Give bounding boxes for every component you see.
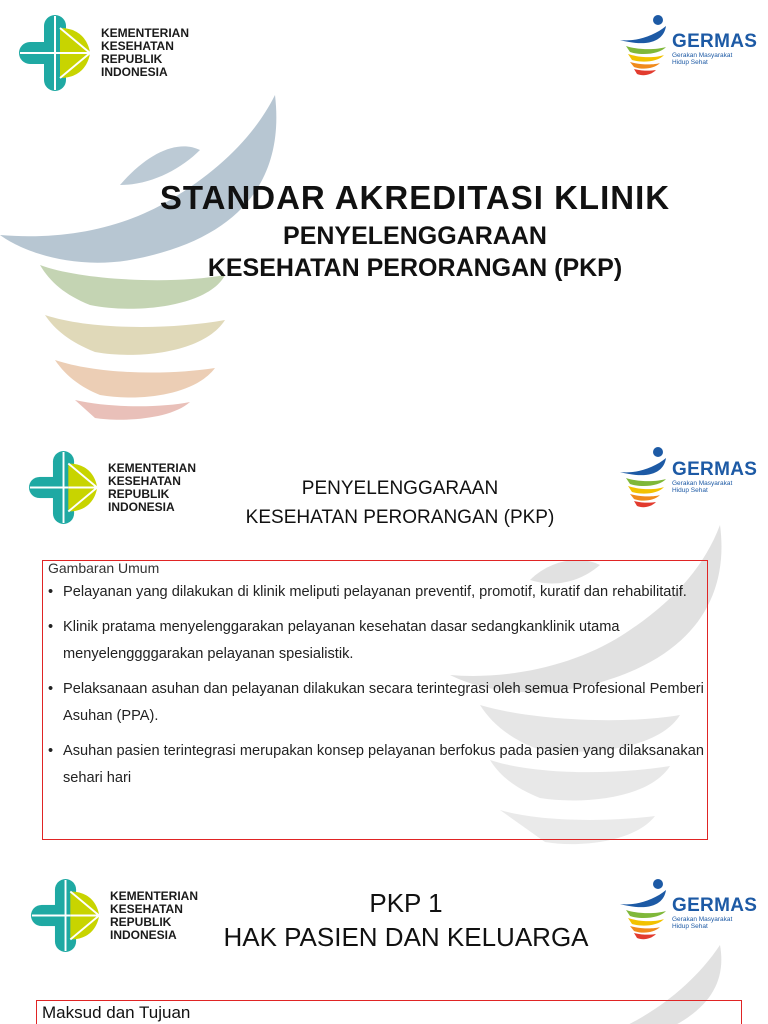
kemenkes-cross-logo-icon xyxy=(30,878,102,953)
list-item: • Pelayanan yang dilakukan di klinik meliputi pelayanan preventif, promotif, kuratif dan rehabilitatif. xyxy=(63,579,723,606)
kemenkes-cross-logo-icon xyxy=(18,14,93,92)
bullet-list xyxy=(43,579,723,800)
slide-pkp-1 xyxy=(0,860,768,1024)
slide3-title-1: PKP 1 xyxy=(369,888,443,918)
kemenkes-line-3: REPUBLIK xyxy=(101,52,163,66)
slide1-main-title: STANDAR AKREDITASI KLINIK xyxy=(159,179,671,216)
kemenkes-line-1: KEMENTERIAN xyxy=(101,26,190,40)
germas-tagline-1: Gerakan Masyarakat xyxy=(672,916,733,923)
kemenkes-line-4: INDONESIA xyxy=(110,927,177,942)
germas-logo xyxy=(618,446,757,510)
germas-tagline-2: Hidup Sehat xyxy=(672,487,708,494)
kemenkes-line-3: REPUBLIK xyxy=(108,486,170,501)
slide-gambaran-umum xyxy=(0,430,768,860)
kemenkes-line-3: REPUBLIK xyxy=(110,914,172,929)
germas-tagline-1: Gerakan Masyarakat xyxy=(672,480,733,487)
slide1-title-block xyxy=(0,176,768,284)
kemenkes-line-4: INDONESIA xyxy=(101,65,168,79)
slide3-title-block xyxy=(206,886,606,954)
germas-tagline-2: Hidup Sehat xyxy=(672,59,708,66)
germas-wordmark: GERMAS xyxy=(672,31,758,52)
kemenkes-line-2: KESEHATAN xyxy=(110,901,183,916)
gambaran-umum-box xyxy=(42,560,708,840)
germas-wordmark: GERMAS xyxy=(672,895,758,916)
kemenkes-line-2: KESEHATAN xyxy=(108,473,181,488)
kemenkes-wordmark xyxy=(108,462,196,514)
kemenkes-line-4: INDONESIA xyxy=(108,499,175,514)
germas-logo xyxy=(618,14,757,78)
slide2-title-block xyxy=(200,474,600,532)
slide-title xyxy=(0,0,768,430)
maksud-tujuan-box xyxy=(36,1000,742,1024)
list-item: • Asuhan pasien terintegrasi merupakan konsep pelayanan berfokus pada pasien yang dilaksanakan sehari hari xyxy=(63,738,723,792)
kemenkes-wordmark xyxy=(101,27,189,79)
kemenkes-line-1: KEMENTERIAN xyxy=(108,460,197,475)
slide2-title-2: KESEHATAN PERORANGAN (PKP) xyxy=(245,507,555,528)
list-item: • Pelaksanaan asuhan dan pelayanan dilakukan secara terintegrasi oleh semua Profesional Pemberi Asuhan (PPA). xyxy=(63,676,723,730)
kemenkes-wordmark xyxy=(110,890,198,942)
germas-figure-logo-icon xyxy=(618,446,670,510)
list-item: • Klinik pratama menyelenggarakan pelayanan kesehatan dasar sedangkanklinik utama menyelenggggarakan pelayanan spesialistik. xyxy=(63,614,723,668)
germas-wordmark: GERMAS xyxy=(672,459,758,480)
slide3-title-2: HAK PASIEN DAN KELUARGA xyxy=(223,922,589,952)
germas-figure-logo-icon xyxy=(618,878,670,942)
germas-logo xyxy=(618,878,757,942)
germas-figure-logo-icon xyxy=(618,14,670,78)
kemenkes-logo xyxy=(18,14,189,92)
germas-tagline-1: Gerakan Masyarakat xyxy=(672,52,733,59)
kemenkes-cross-logo-icon xyxy=(28,450,100,525)
slide2-title-1: PENYELENGGARAAN xyxy=(301,478,499,499)
kemenkes-line-1: KEMENTERIAN xyxy=(110,888,199,903)
kemenkes-logo xyxy=(30,878,198,953)
slide1-subtitle-2: KESEHATAN PERORANGAN (PKP) xyxy=(207,254,623,282)
germas-tagline-2: Hidup Sehat xyxy=(672,923,708,930)
kemenkes-logo xyxy=(28,450,196,525)
box-heading: Maksud dan Tujuan xyxy=(42,1003,191,1022)
box-heading: Gambaran Umum xyxy=(48,560,160,576)
kemenkes-line-2: KESEHATAN xyxy=(101,39,174,53)
slide1-subtitle-1: PENYELENGGARAAN xyxy=(283,222,547,250)
